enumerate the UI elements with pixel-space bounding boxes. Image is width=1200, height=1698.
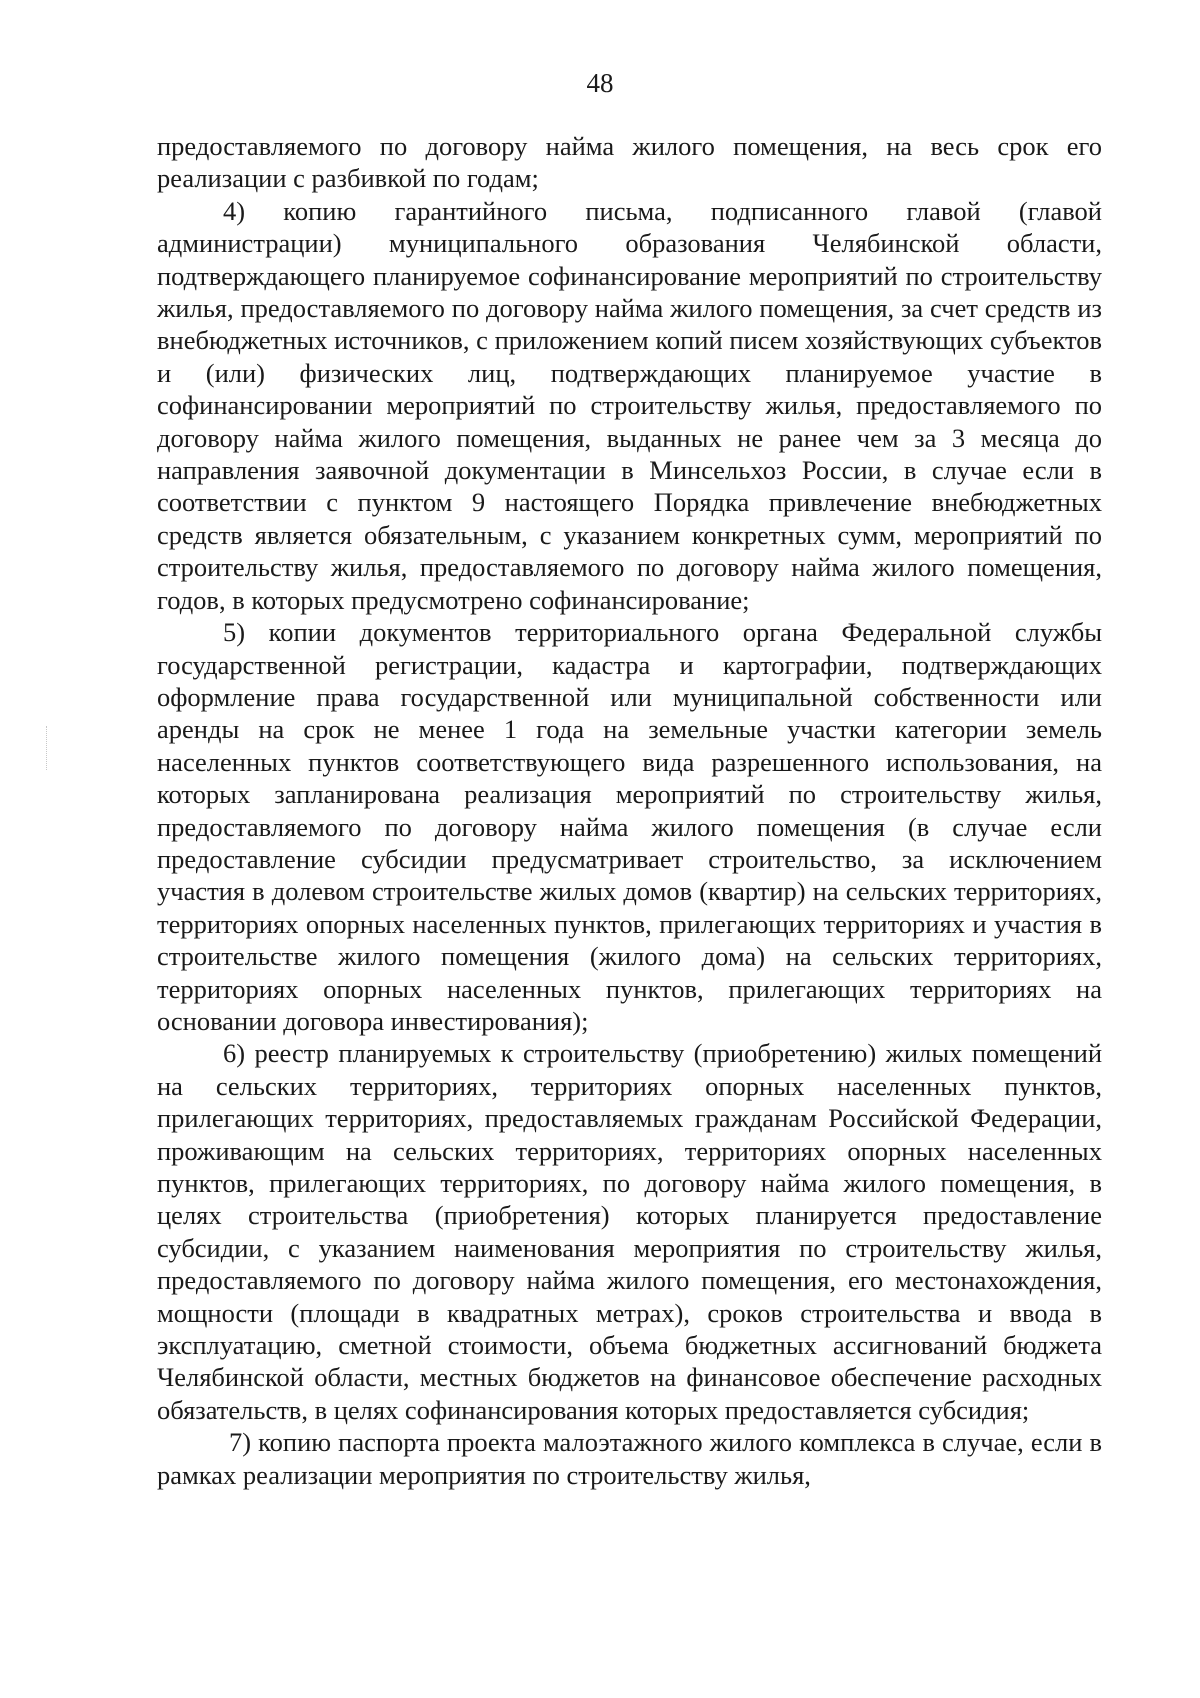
paragraph-item-6: 6) реестр планируемых к строительству (приобретению) жилых помещений на сельских территориях, территориях опорных населенных пунктов, прилегающих территориях, предоставляемых гражданам Российской Федерации, проживающим на сельских территориях, территориях опорных населенных пунктов, прилегающих территориях, по договору найма жилого помещения, в целях строительства (приобретения) которых планируется предоставление субсидии, с указанием наименования мероприятия по строительству жилья, предоставляемого по договору найма жилого помещения, его местонахождения, мощности (площади в квадратных метрах), сроков строительства и ввода в эксплуатацию, сметной стоимости, объема бюджетных ассигнований бюджета Челябинской области, местных бюджетов на финансовое обеспечение расходных обязательств, в целях софинансирования которых предоставляется субсидия; — [157, 1038, 1102, 1425]
paragraph-continuation: предоставляемого по договору найма жилого помещения, на весь срок его реализации с разбивкой по годам; — [157, 131, 1102, 194]
paragraph-item-5: 5) копии документов территориального органа Федеральной службы государственной регистрации, кадастра и картографии, подтверждающих оформление права государственной или муниципальной собственности или аренды на срок не менее 1 года на земельные участки категории земель населенных пунктов соответствующего вида разрешенного использования, на которых запланирована реализация мероприятий по строительству жилья, предоставляемого по договору найма жилого помещения (в случае если предоставление субсидии предусматривает строительство, за исключением участия в долевом строительстве жилых домов (квартир) на сельских территориях, территориях опорных населенных пунктов, прилегающих территориях и участия в строительстве жилого помещения (жилого дома) на сельских территориях, территориях опорных населенных пунктов, прилегающих территориях на основании договора инвестирования); — [157, 617, 1102, 1036]
paragraph-item-7: 7) копию паспорта проекта малоэтажного жилого комплекса в случае, если в рамках реализации мероприятия по строительству жилья, — [157, 1427, 1102, 1490]
scan-margin-mark — [46, 726, 48, 770]
page-number: 48 — [586, 68, 614, 98]
paragraph-item-4: 4) копию гарантийного письма, подписанного главой (главой администрации) муниципального образования Челябинской области, подтверждающего планируемое софинансирование мероприятий по строительству жилья, предоставляемого по договору найма жилого помещения, за счет средств из внебюджетных источников, с приложением копий писем хозяйствующих субъектов и (или) физических лиц, подтверждающих планируемое участие в софинансировании мероприятий по строительству жилья, предоставляемого по договору найма жилого помещения, выданных не ранее чем за 3 месяца до направления заявочной документации в Минсельхоз России, в случае если в соответствии с пунктом 9 настоящего Порядка привлечение внебюджетных средств является обязательным, с указанием конкретных сумм, мероприятий по строительству жилья, предоставляемого по договору найма жилого помещения, годов, в которых предусмотрено софинансирование; — [157, 195, 1102, 615]
document-body — [157, 130, 1102, 1491]
